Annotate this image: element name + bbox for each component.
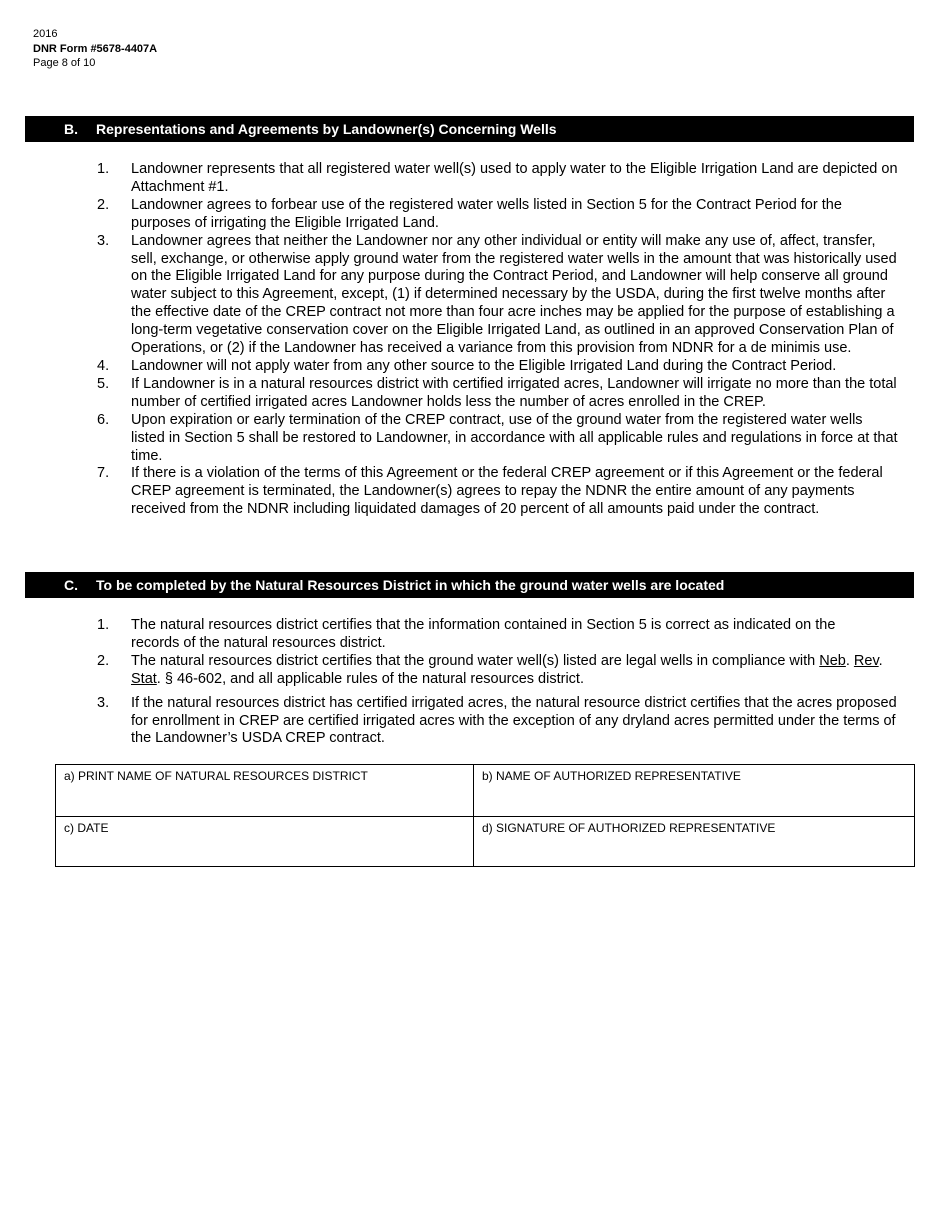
list-item	[0, 465, 900, 519]
item-number: 4.	[97, 357, 110, 374]
form-number: DNR Form #5678-4407A	[33, 42, 158, 55]
section-b-list	[0, 161, 900, 519]
item-text: Upon expiration or early termination of the CREP contract, use of the ground water from the registered water wells listed in Section 5 shall be restored to Landowner, in accordance with all applicable rules and regulations in force at that time.	[131, 411, 898, 464]
signature-label: d) SIGNATURE OF AUTHORIZED REPRESENTATIVE	[482, 821, 776, 835]
section-b-heading	[25, 116, 914, 142]
item-text: The natural resources district certifies that the information contained in Section 5 is correct as indicated on the records of the natural resources district.	[131, 617, 836, 651]
item-number: 5.	[97, 375, 110, 392]
item-number: 1.	[97, 617, 110, 633]
list-item	[0, 233, 900, 358]
nrd-name-label: a) PRINT NAME OF NATURAL RESOURCES DISTRICT	[64, 769, 368, 783]
section-c-list	[0, 617, 900, 748]
item-text: Landowner agrees to forbear use of the registered water wells listed in Section 5 for the Contract Period for the purposes of irrigating the Eligible Irrigated Land.	[131, 196, 842, 231]
representative-name-label: b) NAME OF AUTHORIZED REPRESENTATIVE	[482, 769, 741, 783]
section-b-title: Representations and Agreements by Landowner(s) Concerning Wells	[96, 121, 557, 137]
item-text: Landowner will not apply water from any other source to the Eligible Irrigated Land during the Contract Period.	[131, 357, 837, 374]
section-c-letter: C.	[64, 577, 78, 593]
list-item	[0, 617, 900, 653]
signature-field[interactable]	[474, 817, 914, 866]
nrd-certification-form	[55, 764, 915, 867]
neb-abbrev: Neb	[819, 652, 846, 669]
list-item	[0, 653, 900, 689]
section-c-heading	[25, 572, 914, 598]
item-text: If the natural resources district has certified irrigated acres, the natural resource district certifies that the acres proposed for enrollment in CREP are certified irrigated acres with the exception of any dryland acres permitted under the terms of the Landowner’s USDA CREP contract.	[131, 694, 897, 747]
nrd-name-field[interactable]	[56, 765, 474, 817]
item-text-after: . § 46-602, and all applicable rules of the natural resources district.	[156, 670, 584, 687]
section-b-letter: B.	[64, 121, 78, 137]
page-header	[33, 27, 157, 71]
item-number: 1.	[97, 161, 110, 177]
list-item	[0, 695, 900, 749]
date-label: c) DATE	[64, 821, 109, 835]
item-number: 2.	[97, 196, 110, 213]
item-number: 2.	[97, 652, 110, 669]
item-text-before: The natural resources district certifies that the ground water well(s) listed are legal wells in compliance with	[131, 652, 820, 669]
page-number: Page 8 of 10	[33, 57, 96, 69]
list-item	[0, 412, 900, 466]
rev-abbrev: Rev	[853, 652, 879, 669]
item-number: 6.	[97, 411, 110, 428]
stat-abbrev: Stat	[131, 670, 157, 687]
representative-name-field[interactable]	[474, 765, 914, 817]
item-number: 3.	[97, 232, 110, 249]
item-text: The natural resources district certifies that the ground water well(s) listed are legal wells in compliance with Neb. Rev. Stat. § 46-602, and all applicable rules of the natural resources district.	[131, 652, 883, 687]
item-text: Landowner represents that all registered water well(s) used to apply water to the Eligible Irrigation Land are depicted on Attachment #1.	[131, 161, 898, 195]
item-text: If Landowner is in a natural resources district with certified irrigated acres, Landowner will irrigate no more than the total number of certified irrigated acres Landowner holds less the number of acres enrolled in the CREP.	[131, 375, 897, 410]
item-text: If there is a violation of the terms of this Agreement or the federal CREP agreement or if this Agreement or the federal CREP agreement is terminated, the Landowner(s) agrees to repay the NDNR the entire amount of any payments received from the NDNR including liquidated damages of 20 percent of all amounts paid under the contract.	[131, 465, 883, 518]
list-item	[0, 161, 900, 197]
date-field[interactable]	[56, 817, 474, 866]
section-c-title: To be completed by the Natural Resources District in which the ground water wells are located	[96, 577, 725, 593]
list-item	[0, 376, 900, 412]
list-item	[0, 358, 900, 376]
item-text: Landowner agrees that neither the Landowner nor any other individual or entity will make any use of, affect, transfer, sell, exchange, or otherwise apply ground water from the registered water wells in the amount that was historically used on the Eligible Irrigated Land for any purpose during the Contract Period, and Landowner will help conserve all ground water subject to this Agreement, except, (1) if determined necessary by the USDA, during the first twelve months after the effective date of the CREP contract not more than four acre inches may be applied for the purpose of establishing a long-term vegetative conservation cover on the Eligible Irrigated Land, as outlined in an approved Conservation Plan of Operations, or (2) if the Landowner has received a variance from this provision from NDNR for a de minimis use.	[131, 232, 897, 357]
item-number: 3.	[97, 694, 110, 711]
item-number: 7.	[97, 465, 110, 482]
form-year: 2016	[33, 28, 58, 40]
list-item	[0, 197, 900, 233]
